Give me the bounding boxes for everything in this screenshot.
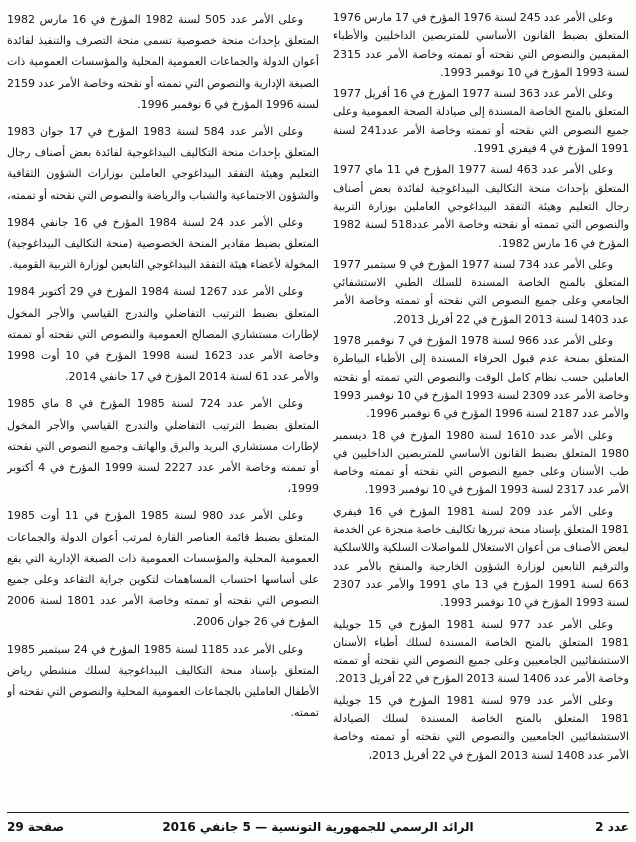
- decree-reference-paragraph: وعلى الأمر عدد 980 لسنة 1985 المؤرخ في 11 أوت 1985 المتعلق بضبط قائمة العناصر القارة لمرتب أعوان الدولة والجماعات العمومية المحلية والمؤسسات العمومية ذات الصبغة الإدارية التي يقع على أساسها احتساب المساهمات لتكوين جراية التقاعد وعلى جميع النصوص التي نقحته أو تممته وخاصة الأمر عدد 1801 لسنة 2006 المؤرخ في 26 جوان 2006.: [7, 509, 319, 629]
- decree-reference-paragraph: وعلى الأمر عدد 584 لسنة 1983 المؤرخ في 17 جوان 1983 المتعلق بإحداث منحة التكاليف البيداغوجية لفائدة بعض أصناف رجال التعليم وهيئة التفقد البيداغوجي العاملين بوزارات الشؤون الثقافية والشؤون الاجتماعية والشباب والرياضة والنصوص التي نقحته أو تممته،: [7, 125, 319, 202]
- decree-reference-paragraph: وعلى الأمر عدد 209 لسنة 1981 المؤرخ في 16 فيفري 1981 المتعلق بإسناد منحة تبررها تكاليف خاصة منجزة عن الخدمة لبعض الأصناف من أعوان الاستغلال للمواصلات السلكية واللاسلكية والترقيم التابعين لوزارة الشؤون الخارجية والمنقح بالأمر عدد 663 لسنة 1991 المؤرخ في 13 ماي 1991 والأمر عدد 2307 لسنة 1993 المؤرخ في 10 نوفمبر 1993.: [333, 504, 629, 610]
- decree-reference-paragraph: وعلى الأمر عدد 245 لسنة 1976 المؤرخ في 17 مارس 1976 المتعلق بضبط القانون الأساسي للمتربصين الداخليين والأطباء المقيمين والنصوص التي نقحته أو تممته وخاصة الأمر عدد 2315 لسنة 1993 المؤرخ في 10 نوفمبر 1993.: [333, 11, 629, 79]
- column-right: [333, 9, 629, 802]
- decree-reference-paragraph: وعلى الأمر عدد 363 لسنة 1977 المؤرخ في 16 أفريل 1977 المتعلق بالمنح الخاصة المسندة إلى صيادلة الصحة العمومية وعلى جميع النصوص التي نقحته أو تممته وخاصة الأمر عدد241 لسنة 1991 المؤرخ في 4 فيفري 1991.: [333, 87, 629, 156]
- decree-reference-paragraph: وعلى الأمر عدد 505 لسنة 1982 المؤرخ في 16 مارس 1982 المتعلق بإحداث منحة خصوصية تسمى منحة التصرف والتنفيذ لفائدة أعوان الدولة والجماعات العمومية المحلية والمؤسسات العمومية ذات الصبغة الإدارية والنصوص التي تممته أو نقحته وخاصة الأمر عدد 2159 لسنة 1996 المؤرخ في 6 نوفمبر 1996.: [7, 13, 319, 111]
- decree-reference-paragraph: وعلى الأمر عدد 463 لسنة 1977 المؤرخ في 11 ماي 1977 المتعلق بإحداث منحة التكاليف البيداغوجية لفائدة بعض أصناف رجال التعليم وهيئة التفقد البيداغوجي العاملين بوزارة التربية والنصوص التي تممته أو نقحته وخاصة الأمر عدد518 لسنة 1982 المؤرخ في 16 مارس 1982.: [333, 163, 629, 250]
- page-footer: [7, 812, 629, 834]
- footer-issue-number: عدد 2: [595, 820, 629, 834]
- footer-journal-title: الرائد الرسمي للجمهورية التونسية — 5 جانفي 2016: [162, 820, 474, 834]
- decree-reference-paragraph: وعلى الأمر عدد 966 لسنة 1978 المؤرخ في 7 نوفمبر 1978 المتعلق بمنحة عدم قبول الحرفاء المسندة إلى الأطباء البياطرة العاملين حسب نظام كامل الوقت والنصوص التي تممته أو نقحته وخاصة الأمر عدد 2309 لسنة 1993 المؤرخ في 10 نوفمبر 1993 والأمر عدد 2187 لسنة 1996 المؤرخ في 6 نوفمبر 1996.: [333, 334, 629, 421]
- decree-reference-paragraph: وعلى الأمر عدد 1185 لسنة 1985 المؤرخ في 24 سبتمبر 1985 المتعلق بإسناد منحة التكاليف البيداغوجية لسلك منشطي رياض الأطفال العاملين بالجماعات العمومية المحلية والنصوص التي نقحته أو تممته.: [7, 642, 319, 720]
- decree-reference-paragraph: وعلى الأمر عدد 1267 لسنة 1984 المؤرخ في 29 أكتوبر 1984 المتعلق بضبط الترتيب التفاضلي والتدرج القياسي والأجر المخول لإطارات مستشاري المصالح العمومية والنصوص التي نقحته أو تممته وخاصة الأمر عدد 1623 لسنة 1998 المؤرخ في 10 أوت 1998 والأمر عدد 61 لسنة 2014 المؤرخ في 17 جانفي 2014.: [7, 285, 319, 384]
- decree-reference-paragraph: وعلى الأمر عدد 724 لسنة 1985 المؤرخ في 8 ماي 1985 المتعلق بضبط الترتيب التفاضلي والتدرج القياسي والأجر المخول لإطارات مستشاري البريد والبرق والهاتف وجميع النصوص التي نقحته أو تممته وخاصة الأمر عدد 2227 لسنة 1999 المؤرخ في 4 أكتوبر 1999،: [7, 397, 319, 496]
- decree-reference-paragraph: وعلى الأمر عدد 979 لسنة 1981 المؤرخ في 15 جويلية 1981 المتعلق بالمنح الخاصة المسندة لسلك الصيادلة الاستشفائيين الجامعيين والنصوص التي نقحته أو تممته وخاصة الأمر عدد 1408 لسنة 2013 المؤرخ في 22 أفريل 2013،: [333, 693, 629, 762]
- decree-reference-paragraph: وعلى الأمر عدد 24 لسنة 1984 المؤرخ في 16 جانفي 1984 المتعلق بضبط مقادير المنحة الخصوصية (منحة التكاليف البيداغوجية) المخولة لأعضاء هيئة التفقد البيداغوجي التابعين لوزارة التربية القومية.: [7, 215, 319, 272]
- decree-reference-paragraph: وعلى الأمر عدد 734 لسنة 1977 المؤرخ في 9 سبتمبر 1977 المتعلق بالمنح الخاصة المسندة للسلك الطبي الاستشفائي الجامعي وعلى جميع النصوص التي نقحته أو تممته وخاصة الأمر عدد 1403 لسنة 2013 المؤرخ في 22 أفريل 2013.: [333, 257, 629, 326]
- column-left: [7, 9, 319, 802]
- decree-reference-paragraph: وعلى الأمر عدد 1610 لسنة 1980 المؤرخ في 18 ديسمبر 1980 المتعلق بضبط القانون الأساسي للمتربصين الداخليين في طب الأسنان وعلى جميع النصوص التي نقحته أو تممته وخاصة الأمر عدد 2317 لسنة 1993 المؤرخ في 10 نوفمبر 1993.: [333, 428, 629, 497]
- footer-page-number: صفحة 29: [7, 820, 65, 834]
- decree-reference-paragraph: وعلى الأمر عدد 977 لسنة 1981 المؤرخ في 15 جويلية 1981 المتعلق بالمنح الخاصة المسندة لسلك أطباء الأسنان الاستشفائيين الجامعيين وعلى جميع النصوص التي نقحته أو تممته وخاصة الأمر عدد 1406 لسنة 2013 المؤرخ في 22 أفريل 2013.: [333, 617, 629, 686]
- page-body: [7, 9, 629, 802]
